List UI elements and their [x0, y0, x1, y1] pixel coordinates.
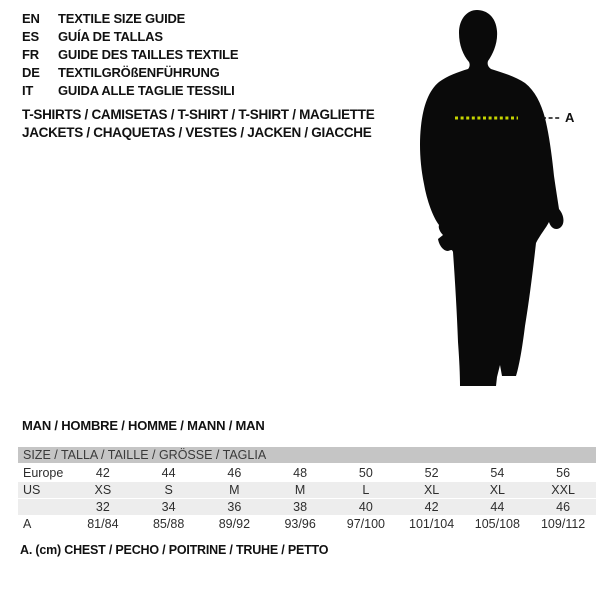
language-label: TEXTILGRÖßENFÜHRUNG [58, 65, 220, 80]
language-item [22, 64, 238, 82]
language-label: TEXTILE SIZE GUIDE [58, 11, 186, 26]
table-row-a-chest [18, 516, 596, 533]
size-cell: 44 [490, 500, 505, 514]
size-cell: XL [489, 483, 506, 497]
size-cell: 40 [358, 500, 373, 514]
category-lines [22, 106, 374, 142]
size-cell: 44 [161, 466, 176, 480]
size-cell: 105/108 [474, 517, 520, 531]
category-jackets: JACKETS / CHAQUETAS / VESTES / JACKEN / GIACCHE [22, 125, 372, 140]
man-silhouette [420, 10, 563, 386]
size-cell: 52 [424, 466, 439, 480]
size-cell: 48 [293, 466, 308, 480]
size-cell: XS [94, 483, 112, 497]
size-table-header: SIZE / TALLA / TAILLE / GRÖSSE / TAGLIA [18, 447, 596, 463]
language-code: IT [22, 83, 34, 98]
size-cell: 97/100 [346, 517, 385, 531]
table-row-europe [18, 465, 596, 482]
table-row-us [18, 482, 596, 499]
row-label: Europe [23, 466, 64, 480]
size-cell: 38 [293, 500, 308, 514]
size-cell: S [164, 483, 173, 497]
size-cell: 109/112 [540, 517, 586, 531]
size-cell: 89/92 [218, 517, 251, 531]
size-cell: 42 [95, 466, 110, 480]
language-item [22, 10, 238, 28]
size-cell: 46 [556, 500, 571, 514]
language-label: GUÍA DE TALLAS [58, 29, 163, 44]
size-cell: XXL [551, 483, 575, 497]
size-cell: 81/84 [87, 517, 119, 531]
size-cell: 54 [490, 466, 505, 480]
language-label: GUIDA ALLE TAGLIE TESSILI [58, 83, 235, 98]
size-cell: M [229, 483, 240, 497]
language-list [22, 10, 238, 100]
man-figure [412, 4, 592, 392]
size-cell: 46 [227, 466, 242, 480]
measurement-footnote: A. (cm) CHEST / PECHO / POITRINE / TRUHE / PETTO [20, 543, 329, 557]
man-silhouette-svg [412, 4, 582, 392]
size-cell: 56 [556, 466, 571, 480]
size-cell: 50 [358, 466, 373, 480]
row-label: US [23, 483, 41, 497]
row-label [18, 499, 70, 515]
row-label: A [23, 517, 32, 531]
size-cell: 85/88 [152, 517, 185, 531]
size-cell: 93/96 [284, 517, 316, 531]
language-item [22, 46, 238, 64]
size-cell: XL [423, 483, 440, 497]
size-cell: 42 [424, 500, 439, 514]
language-code: ES [22, 29, 39, 44]
measurement-a-label: A [565, 110, 575, 125]
size-cell: 34 [161, 500, 176, 514]
language-item [22, 28, 238, 46]
category-tshirts: T-SHIRTS / CAMISETAS / T-SHIRT / T-SHIRT / MAGLIETTE [22, 107, 375, 122]
section-title-man: MAN / HOMBRE / HOMME / MANN / MAN [22, 418, 265, 433]
size-cell: L [362, 483, 370, 497]
size-table [18, 447, 596, 533]
size-cell: 32 [95, 500, 110, 514]
language-code: DE [22, 65, 40, 80]
language-item [22, 82, 238, 100]
table-row-numeric [18, 499, 596, 516]
size-cell: 36 [227, 500, 242, 514]
language-code: EN [22, 11, 40, 26]
language-code: FR [22, 47, 39, 62]
size-cell: 101/104 [409, 517, 455, 531]
language-label: GUIDE DES TAILLES TEXTILE [58, 47, 239, 62]
size-cell: M [294, 483, 306, 497]
